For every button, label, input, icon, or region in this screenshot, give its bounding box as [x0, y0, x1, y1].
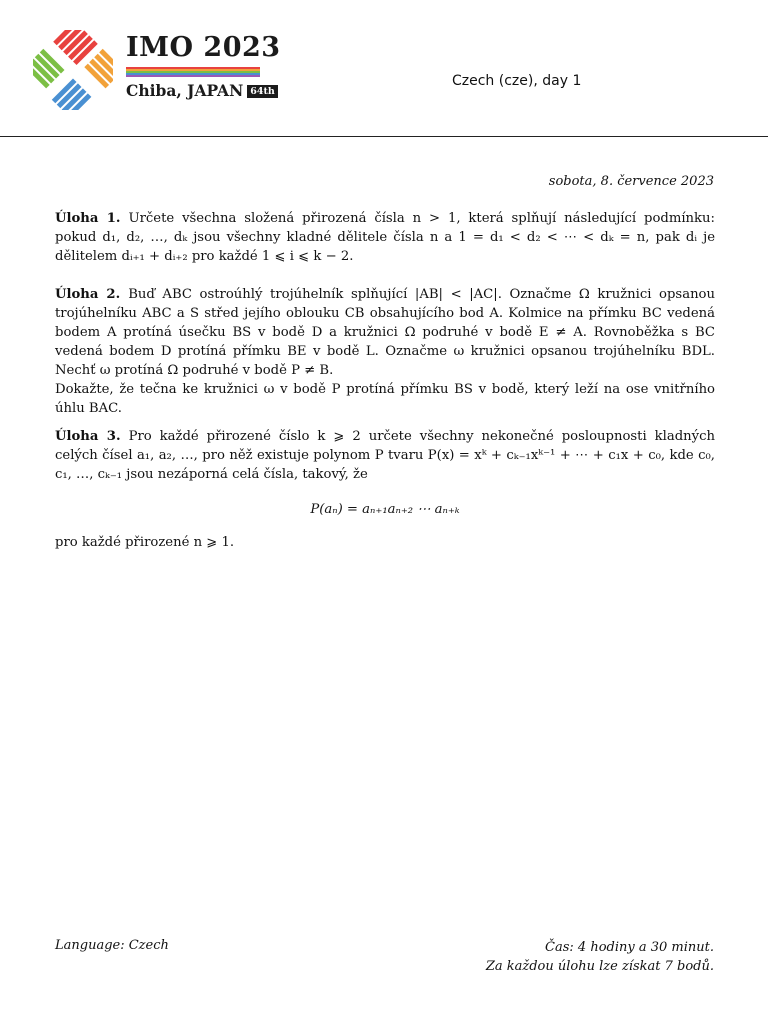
imo-title: IMO 2023	[126, 32, 281, 63]
problem-text: Buď ABC ostroúhlý trojúhelník splňující |AB| < |AC|. Označme Ω kružnici opsanou trojúhelníku ABC a S střed jejího oblouku CB obsahujícího bod A. Kolmice na přímku BC vedená bodem A protíná úsečku BS v bodě D a kružnici Ω podruhé v bodě E ≠ A. Rovnoběžka s BC vedená bodem D protíná přímku BE v bodě L. Označme ω kružnici opsanou trojúhelníku BDL. Nechť ω protíná Ω podruhé v bodě P ≠ B.	[55, 287, 715, 378]
problem-task: Dokažte, že tečna ke kružnici ω v bodě P protíná přímku BS v bodě, který leží na ose vnitřního úhlu BAC.	[55, 382, 715, 416]
problem-condition: pro každé přirozené n ⩾ 1.	[55, 535, 235, 550]
decorative-stripe	[126, 67, 260, 77]
problem-2	[55, 285, 715, 418]
exam-date: sobota, 8. července 2023	[548, 174, 714, 189]
imo-logo-icon	[33, 30, 113, 110]
problem-text: Určete všechna složená přirozená čísla n > 1, která splňují následující podmínku: pokud d₁, d₂, …, dₖ jsou všechny kladné dělitele čísla n a 1 = d₁ < d₂ < ⋯ < dₖ = n, pak dᵢ je dělitelem dᵢ₊₁ + dᵢ₊₂ pro každé 1 ⩽ i ⩽ k − 2.	[55, 211, 715, 264]
problem-label: Úloha 1.	[55, 211, 121, 226]
location: Chiba, JAPAN 64th	[126, 81, 278, 100]
footer-language: Language: Czech	[55, 938, 169, 953]
footer-points: Za každou úlohu lze získat 7 bodů.	[485, 959, 714, 974]
edition-badge: 64th	[247, 85, 278, 98]
problem-1	[55, 209, 715, 266]
problem-label: Úloha 3.	[55, 429, 121, 444]
footer-time: Čas: 4 hodiny a 30 minut.	[545, 940, 714, 955]
problem-text: Pro každé přirozené číslo k ⩾ 2 určete všechny nekonečné posloupnosti kladných celých čísel a₁, a₂, …, pro něž existuje polynom P tvaru P(x) = xᵏ + cₖ₋₁xᵏ⁻¹ + ⋯ + c₁x + c₀, kde c₀, c₁, …, cₖ₋₁ jsou nezáporná celá čísla, takový, že	[55, 429, 715, 482]
formula: P(aₙ) = aₙ₊₁aₙ₊₂ ⋯ aₙ₊ₖ	[310, 502, 460, 517]
problem-label: Úloha 2.	[55, 287, 121, 302]
problem-3	[55, 427, 715, 552]
footer-info	[486, 938, 714, 976]
language-day-label: Czech (cze), day 1	[452, 73, 582, 89]
header-divider	[0, 136, 768, 137]
page-header	[0, 0, 768, 137]
